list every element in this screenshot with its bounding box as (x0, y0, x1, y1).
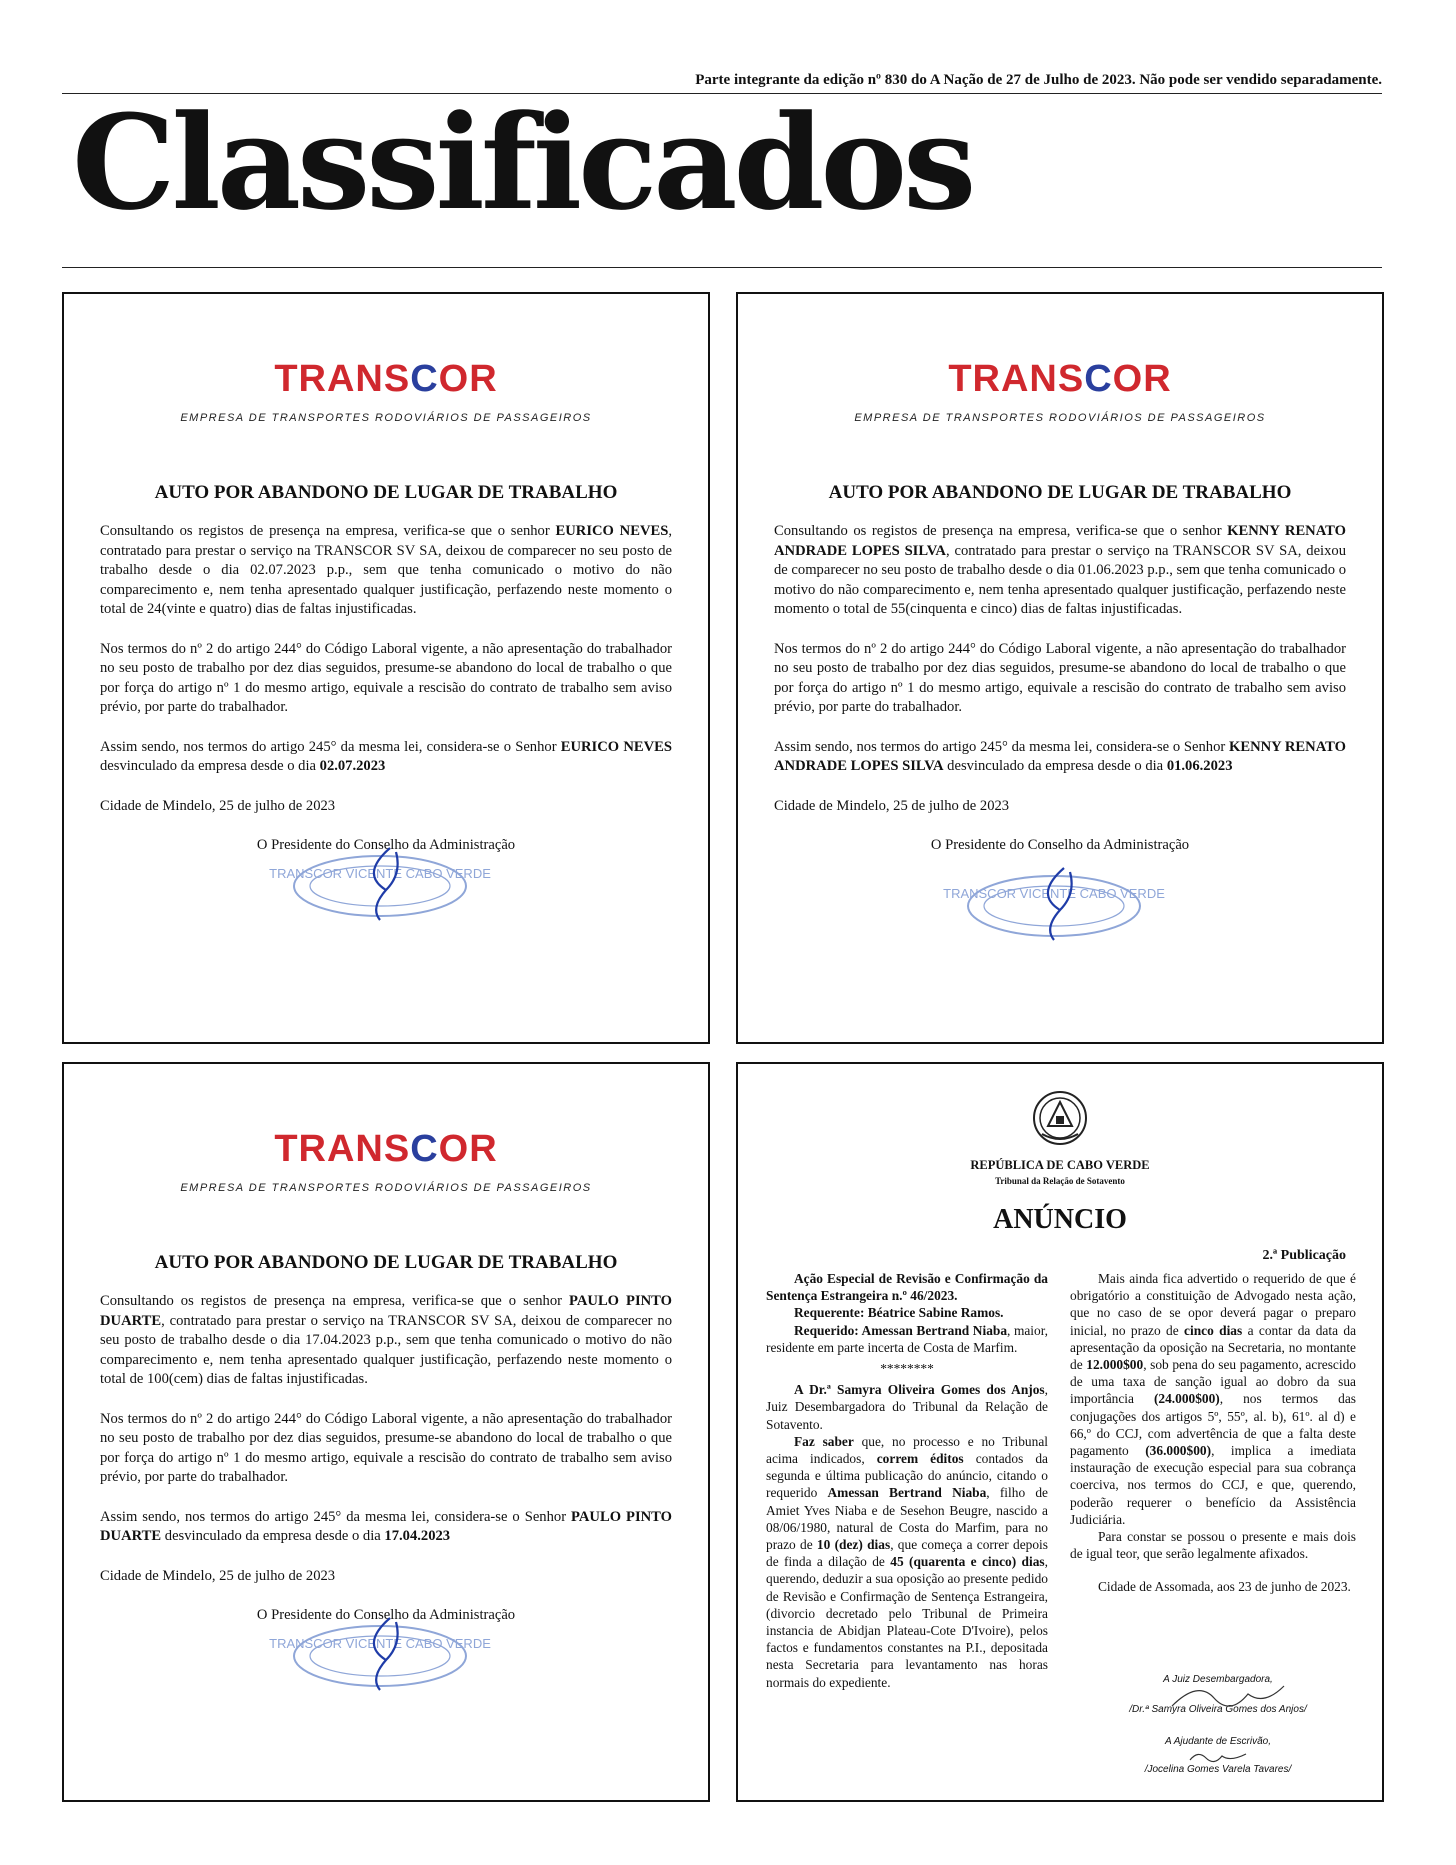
court-notice (736, 1062, 1384, 1802)
classified-ad-kenny (736, 292, 1384, 1044)
ad-body (100, 522, 672, 876)
ad-paragraph-1: Consultando os registos de presença na empresa, verifica-se que o senhor EURICO NEVES, contratado para prestar o serviço na TRANSCOR SV SA, deixou de comparecer no seu posto de trabalho desde o dia 02.07.2023 p.p., sem que tenha comunicado o motivo do não comparecimento e, nem tenha apresentado qualquer justificação, perfazendo neste momento o total de 24(vinte e quatro) dias de faltas injustificadas. (100, 523, 673, 617)
coat-of-arms-icon (1032, 1090, 1088, 1146)
company-stamp-icon (943, 864, 1165, 944)
transcor-tagline: EMPRESA DE TRANSPORTES RODOVIÁRIOS DE PASSAGEIROS (180, 1182, 592, 1194)
svg-text:TRANSCOR VICENTE CABO VERDE: TRANSCOR VICENTE CABO VERDE (269, 1636, 491, 1651)
posting-paragraph: Para constar se possou o presente e mais dois de igual teor, que serão legalmente afixados. (1070, 1529, 1356, 1562)
judge-signature-icon (1168, 1676, 1288, 1716)
masthead-rule (62, 267, 1382, 268)
separator: ******** (880, 1361, 934, 1377)
warning-paragraph: Mais ainda fica advertido o requerido de que é obrigatório a constituição de Advogado nesta ação, que no caso de se opor deverá pagar o preparo inicial, no prazo de cinco dias a contar da data da apresentação da oposição na Secretaria, no montante de 12.000$00, sob pena do seu pagamento, acrescido de uma taxa de sanção igual ao dobro da sua importância (24.000$00), nos termos das conjugações dos artigos 5º, 55º, al. b), 61º. al d) e 66,º do CCJ, com advertência de que a falta deste pagamento (36.000$00), implica a imediata instauração de execução especial para sua cobrança coerciva, nos termos do CCJ, e que, querendo, poderão requerer o benefício da Assistência Judiciária. (1070, 1271, 1357, 1527)
ad-signature-line: O Presidente do Conselho da Administração (256, 837, 516, 853)
clerk-sign-label: A Ajudante de Escrivão, (1165, 1736, 1271, 1747)
ad-title: AUTO POR ABANDONO DE LUGAR DE TRABALHO (828, 482, 1292, 503)
judge-intro: A Dr.ª Samyra Oliveira Gomes dos Anjos, Juiz Desembargadora do Tribunal da Relação de Sotavento. (766, 1382, 1048, 1432)
notice-right-column (1070, 1270, 1356, 1596)
ad-place-date: Cidade de Mindelo, 25 de julho de 2023 (100, 797, 336, 814)
classified-ad-eurico (62, 292, 710, 1044)
ad-paragraph-3: Assim sendo, nos termos do artigo 245° da mesma lei, considera-se o Senhor EURICO NEVES desvinculado da empresa desde o dia 02.07.2023 (100, 738, 672, 774)
republic-label: REPÚBLICA DE CABO VERDE (970, 1158, 1150, 1172)
transcor-tagline: EMPRESA DE TRANSPORTES RODOVIÁRIOS DE PASSAGEIROS (180, 412, 592, 424)
masthead-title: Classificados (72, 86, 973, 239)
transcor-wordmark: TRANSCOR (948, 358, 1172, 400)
judge-sign-label: A Juiz Desembargadora, (1163, 1674, 1273, 1685)
case-reference: Ação Especial de Revisão e Confirmação da Sentença Estrangeira n.º 46/2023. (766, 1271, 1048, 1304)
svg-text:TRANSCOR VICENTE CABO VERDE: TRANSCOR VICENTE CABO VERDE (269, 866, 491, 881)
ad-place-date: Cidade de Mindelo, 25 de julho de 2023 (100, 1567, 336, 1584)
notice-body: Faz saber que, no processo e no Tribunal acima indicados, correm éditos contados da segunda e última publicação do anúncio, citando o requerido Amessan Bertrand Niaba, filho de Amiet Yves Niaba e de Sesehon Beugre, nascido a 08/06/1980, natural de Costa do Marfim, para no prazo de 10 (dez) dias, que começa a correr depois de finda a dilação de 45 (quarenta e cinco) dias, querendo, deduzir a sua oposição ao presente pedido de Revisão e Confirmação de Sentença Estrangeira, (divorcio decretado pelo Tribunal de Primeira instancia de Abidjan Plateau-Cote D'Ivoire), pelos factos e fundamentos constantes na P.I., depositada nesta Secretaria para levantamento nas horas normais do expediente. (766, 1433, 1048, 1690)
transcor-logo (64, 360, 708, 424)
place-date: Cidade de Assomada, aos 23 de junho de 2023. (1098, 1579, 1351, 1595)
transcor-logo (64, 1130, 708, 1194)
ad-paragraph-2: Nos termos do nº 2 do artigo 244° do Código Laboral vigente, a não apresentação do trabalhador no seu posto de trabalho por dez dias seguidos, presume-se abandono do local de trabalho o que por força do artigo nº 1 do mesmo artigo, equivale a rescisão do contrato de trabalho sem aviso prévio, por parte do trabalhador. (100, 640, 672, 715)
applicant: Requerente: Béatrice Sabine Ramos. (794, 1305, 1004, 1321)
classified-ad-paulo (62, 1062, 710, 1802)
ad-title: AUTO POR ABANDONO DE LUGAR DE TRABALHO (154, 1252, 618, 1273)
company-stamp-icon (269, 1614, 491, 1694)
company-stamp-icon (269, 844, 491, 924)
ad-title: AUTO POR ABANDONO DE LUGAR DE TRABALHO (154, 482, 618, 503)
publication-label: 2.ª Publicação (1262, 1248, 1346, 1263)
ad-body (774, 522, 1346, 876)
ad-signature-line: O Presidente do Conselho da Administração (256, 1607, 516, 1623)
ad-signature-line: O Presidente do Conselho da Administração (930, 837, 1190, 853)
respondent: Requerido: Amessan Bertrand Niaba, maior, residente em parte incerta de Costa de Marfim. (766, 1322, 1048, 1355)
clerk-name: /Jocelina Gomes Varela Tavares/ (1144, 1764, 1292, 1775)
ad-paragraph-1: Consultando os registos de presença na empresa, verifica-se que o senhor KENNY RENATO ANDRADE LOPES SILVA, contratado para prestar o serviço na TRANSCOR SV SA, deixou de comparecer no seu posto de trabalho desde o dia 01.06.2023 p.p., sem que tenha comunicado o motivo do não comparecimento e, nem tenha apresentado qualquer justificação, perfazendo neste momento o total de 55(cinquenta e cinco) dias de faltas injustificadas. (774, 523, 1346, 617)
transcor-tagline: EMPRESA DE TRANSPORTES RODOVIÁRIOS DE PASSAGEIROS (854, 412, 1266, 424)
transcor-wordmark: TRANSCOR (274, 1128, 498, 1170)
ad-paragraph-3: Assim sendo, nos termos do artigo 245° da mesma lei, considera-se o Senhor KENNY RENATO ANDRADE LOPES SILVA desvinculado da empresa desde o dia 01.06.2023 (774, 738, 1346, 774)
notice-left-column (766, 1270, 1048, 1691)
tribunal-label: Tribunal da Relação de Sotavento (995, 1176, 1125, 1186)
edition-note: Parte integrante da edição nº 830 do A Nação de 27 de Julho de 2023. Não pode ser vendido separadamente. (695, 72, 1382, 88)
ad-paragraph-1: Consultando os registos de presença na empresa, verifica-se que o senhor PAULO PINTO DUARTE, contratado para prestar o serviço na TRANSCOR SV SA, deixou de comparecer no seu posto de trabalho desde o dia 17.04.2023 p.p., sem que tenha comunicado o motivo do não comparecimento e, nem tenha apresentado qualquer justificação, perfazendo neste momento o total de 100(cem) dias de faltas injustificadas. (100, 1293, 672, 1387)
transcor-logo (738, 360, 1382, 424)
ad-paragraph-2: Nos termos do nº 2 do artigo 244° do Código Laboral vigente, a não apresentação do trabalhador no seu posto de trabalho por dez dias seguidos, presume-se abandono do local de trabalho o que por força do artigo nº 1 do mesmo artigo, equivale a rescisão do contrato de trabalho sem aviso prévio, por parte do trabalhador. (100, 1410, 672, 1485)
ad-place-date: Cidade de Mindelo, 25 de julho de 2023 (774, 797, 1010, 814)
judge-name: /Dr.ª Samyra Oliveira Gomes dos Anjos/ (1129, 1704, 1307, 1715)
svg-text:TRANSCOR VICENTE CABO VERDE: TRANSCOR VICENTE CABO VERDE (943, 886, 1165, 901)
ad-paragraph-3: Assim sendo, nos termos do artigo 245° da mesma lei, considera-se o Senhor PAULO PINTO DUARTE desvinculado da empresa desde o dia 17.04.2023 (100, 1508, 672, 1544)
ad-body (100, 1292, 672, 1646)
transcor-wordmark: TRANSCOR (274, 358, 498, 400)
notice-title: ANÚNCIO (993, 1204, 1127, 1235)
ad-paragraph-2: Nos termos do nº 2 do artigo 244° do Código Laboral vigente, a não apresentação do trabalhador no seu posto de trabalho por dez dias seguidos, presume-se abandono do local de trabalho o que por força do artigo nº 1 do mesmo artigo, equivale a rescisão do contrato de trabalho sem aviso prévio, por parte do trabalhador. (774, 640, 1346, 715)
